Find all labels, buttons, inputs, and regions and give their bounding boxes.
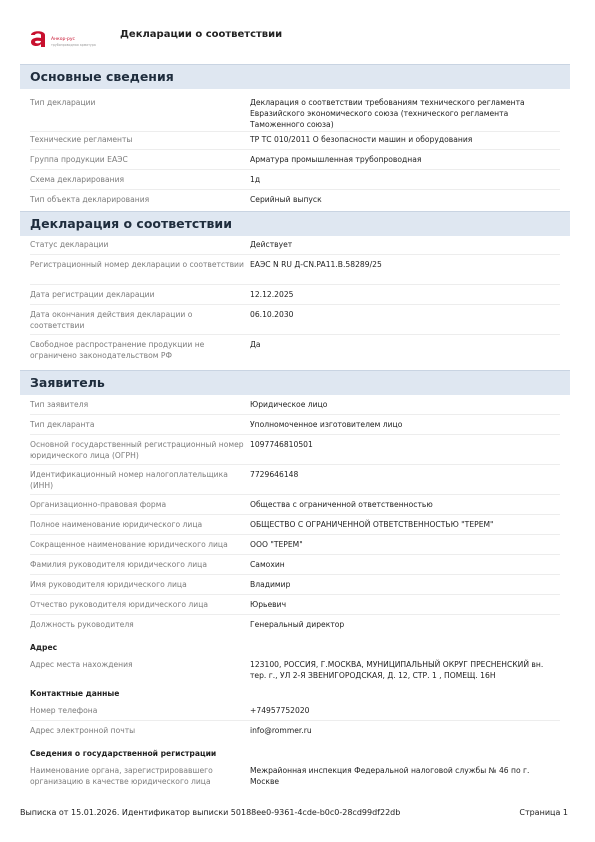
row-divider [30, 434, 560, 435]
row-divider [30, 494, 560, 495]
brand-tagline: трубопроводная арматура [51, 43, 96, 47]
contacts-subheading: Контактные данные [30, 689, 120, 698]
field-label: Адрес электронной почты [30, 726, 136, 735]
phone-value: +74957752020 [250, 706, 310, 715]
row-divider [30, 334, 560, 335]
row-divider [30, 614, 560, 615]
field-label: Полное наименование юридического лица [30, 520, 203, 529]
field-value: Владимир [250, 580, 291, 589]
field-label: Отчество руководителя юридического лица [30, 600, 209, 609]
field-label: Тип заявителя [30, 400, 89, 409]
page-header [0, 0, 595, 64]
field-label: Имя руководителя юридического лица [30, 580, 187, 589]
row-divider [30, 534, 560, 535]
field-label: Технические регламенты [30, 135, 133, 144]
document-title: Декларации о соответствии [120, 29, 283, 40]
field-label: Номер телефона [30, 706, 98, 715]
field-label: Тип декларации [30, 98, 96, 107]
field-label: Дата регистрации декларации [30, 290, 155, 299]
field-value: Действует [250, 240, 293, 249]
field-value: 1097746810501 [250, 440, 313, 449]
row-divider [30, 594, 560, 595]
brand-logo-icon [27, 27, 49, 49]
row-divider [30, 169, 560, 170]
section-basic-header [20, 64, 570, 89]
row-divider [30, 189, 560, 190]
field-label: Организационно-правовая форма [30, 500, 167, 509]
field-value: Декларация о соответствии требованиям технического регламента Евразийского экономического союза (технического регламента Таможенного союза) [250, 98, 525, 129]
registration-subheading: Сведения о государственной регистрации [30, 749, 217, 758]
company-logo [27, 27, 97, 53]
row-divider [30, 414, 560, 415]
field-label: Тип декларанта [30, 420, 95, 429]
field-label: Группа продукции ЕАЭС [30, 155, 128, 164]
field-value: Уполномоченное изготовителем лицо [250, 420, 403, 429]
field-label: Адрес места нахождения [30, 660, 133, 669]
field-value: ЕАЭС N RU Д-CN.PA11.B.58289/25 [250, 260, 382, 269]
section-declaration-header [20, 211, 570, 236]
field-label: Схема декларирования [30, 175, 125, 184]
field-label: Свободное распространение продукции не ограничено законодательством РФ [30, 340, 205, 360]
extract-info: Выписка от 15.01.2026. Идентификатор выписки 50188ee0-9361-4cde-b0c0-28cd99df22db [20, 808, 401, 817]
address-subheading: Адрес [30, 643, 58, 652]
section-title: Декларация о соответствии [30, 216, 232, 231]
field-value: Межрайонная инспекция Федеральной налоговой службы № 46 по г. Москве [250, 766, 530, 786]
field-label: Основной государственный регистрационный номер юридического лица (ОГРН) [30, 440, 244, 460]
field-value: Самохин [250, 560, 285, 569]
row-divider [30, 574, 560, 575]
field-label: Дата окончания действия декларации о соответствии [30, 310, 193, 330]
field-value: 7729646148 [250, 470, 299, 479]
row-divider [30, 464, 560, 465]
field-value: 1д [250, 175, 261, 184]
row-divider [30, 304, 560, 305]
field-label: Сокращенное наименование юридического лица [30, 540, 228, 549]
field-value: Общества с ограниченной ответственностью [250, 500, 433, 509]
row-divider [30, 514, 560, 515]
field-value: ТР ТС 010/2011 О безопасности машин и оборудования [250, 135, 473, 144]
row-divider [30, 720, 560, 721]
field-label: Фамилия руководителя юридического лица [30, 560, 207, 569]
field-label: Должность руководителя [30, 620, 134, 629]
section-applicant-header [20, 370, 570, 395]
row-divider [30, 284, 560, 285]
field-value: ОБЩЕСТВО С ОГРАНИЧЕННОЙ ОТВЕТСТВЕННОСТЬЮ "ТЕРЕМ" [250, 520, 494, 529]
field-value: 123100, РОССИЯ, Г.МОСКВА, МУНИЦИПАЛЬНЫЙ ОКРУГ ПРЕСНЕНСКИЙ вн. тер. г., УЛ 2-Я ЗВЕНИГОРОДСКАЯ, Д. 12, СТР. 1 , ПОМЕЩ. 16Н [250, 660, 544, 680]
row-divider [30, 131, 560, 132]
email-value: info@rommer.ru [250, 726, 312, 735]
field-label: Наименование органа, зарегистрировавшего организацию в качестве юридического лица [30, 766, 213, 786]
section-title: Основные сведения [30, 69, 174, 84]
field-value: ООО "ТЕРЕМ" [250, 540, 303, 549]
section-title: Заявитель [30, 375, 105, 390]
field-label: Регистрационный номер декларации о соответствии [30, 260, 244, 269]
row-divider [30, 149, 560, 150]
field-label: Идентификационный номер налогоплательщика (ИНН) [30, 470, 228, 490]
field-value: Серийный выпуск [250, 195, 322, 204]
field-value: 06.10.2030 [250, 310, 294, 319]
brand-name: Анкор-рус [51, 37, 75, 42]
field-value: Юрьевич [250, 600, 287, 609]
row-divider [30, 254, 560, 255]
field-value: Юридическое лицо [250, 400, 328, 409]
row-divider [30, 554, 560, 555]
field-value: Арматура промышленная трубопроводная [250, 155, 422, 164]
page-number: Страница 1 [519, 808, 568, 817]
field-label: Тип объекта декларирования [30, 195, 150, 204]
field-value: 12.12.2025 [250, 290, 294, 299]
field-label: Статус декларации [30, 240, 109, 249]
field-value: Да [250, 340, 261, 349]
field-value: Генеральный директор [250, 620, 345, 629]
